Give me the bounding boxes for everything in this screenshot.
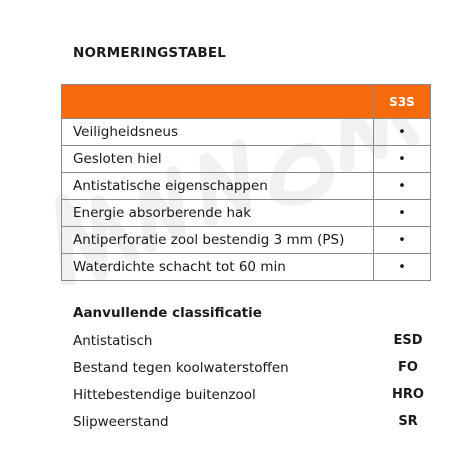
classification-label: Hittebestendige buitenzool <box>73 387 256 403</box>
classification-label: Antistatisch <box>73 333 153 349</box>
page-title: NORMERINGSTABEL <box>73 45 227 61</box>
table-row-mark: • <box>374 254 431 281</box>
classification-title: Aanvullende classificatie <box>73 305 262 321</box>
norm-table <box>61 84 431 281</box>
classification-code: ESD <box>393 333 423 348</box>
table-row-mark: • <box>374 146 431 173</box>
norm-table-header-label <box>62 85 374 119</box>
table-row-mark: • <box>374 119 431 146</box>
table-row-label: Energie absorberende hak <box>62 200 374 227</box>
norm-table-header-row <box>62 85 431 119</box>
table-row-label: Waterdichte schacht tot 60 min <box>62 254 374 281</box>
table-row <box>62 146 431 173</box>
classification-code: SR <box>398 414 418 429</box>
classification-code: FO <box>398 360 418 375</box>
classification-label: Slipweerstand <box>73 414 169 430</box>
table-row-label: Antiperforatie zool bestendig 3 mm (PS) <box>62 227 374 254</box>
table-row-mark: • <box>374 200 431 227</box>
table-row-mark: • <box>374 173 431 200</box>
table-row-label: Veiligheidsneus <box>62 119 374 146</box>
classification-row <box>73 414 443 434</box>
table-row <box>62 200 431 227</box>
table-row <box>62 254 431 281</box>
classification-code: HRO <box>392 387 424 402</box>
table-row-label: Gesloten hiel <box>62 146 374 173</box>
table-row-label: Antistatische eigenschappen <box>62 173 374 200</box>
table-row-mark: • <box>374 227 431 254</box>
table-row <box>62 173 431 200</box>
table-row <box>62 119 431 146</box>
classification-row <box>73 333 443 353</box>
table-row <box>62 227 431 254</box>
classification-label: Bestand tegen koolwaterstoffen <box>73 360 289 376</box>
classification-row <box>73 387 443 407</box>
classification-row <box>73 360 443 380</box>
norm-table-header-code: S3S <box>374 85 431 119</box>
